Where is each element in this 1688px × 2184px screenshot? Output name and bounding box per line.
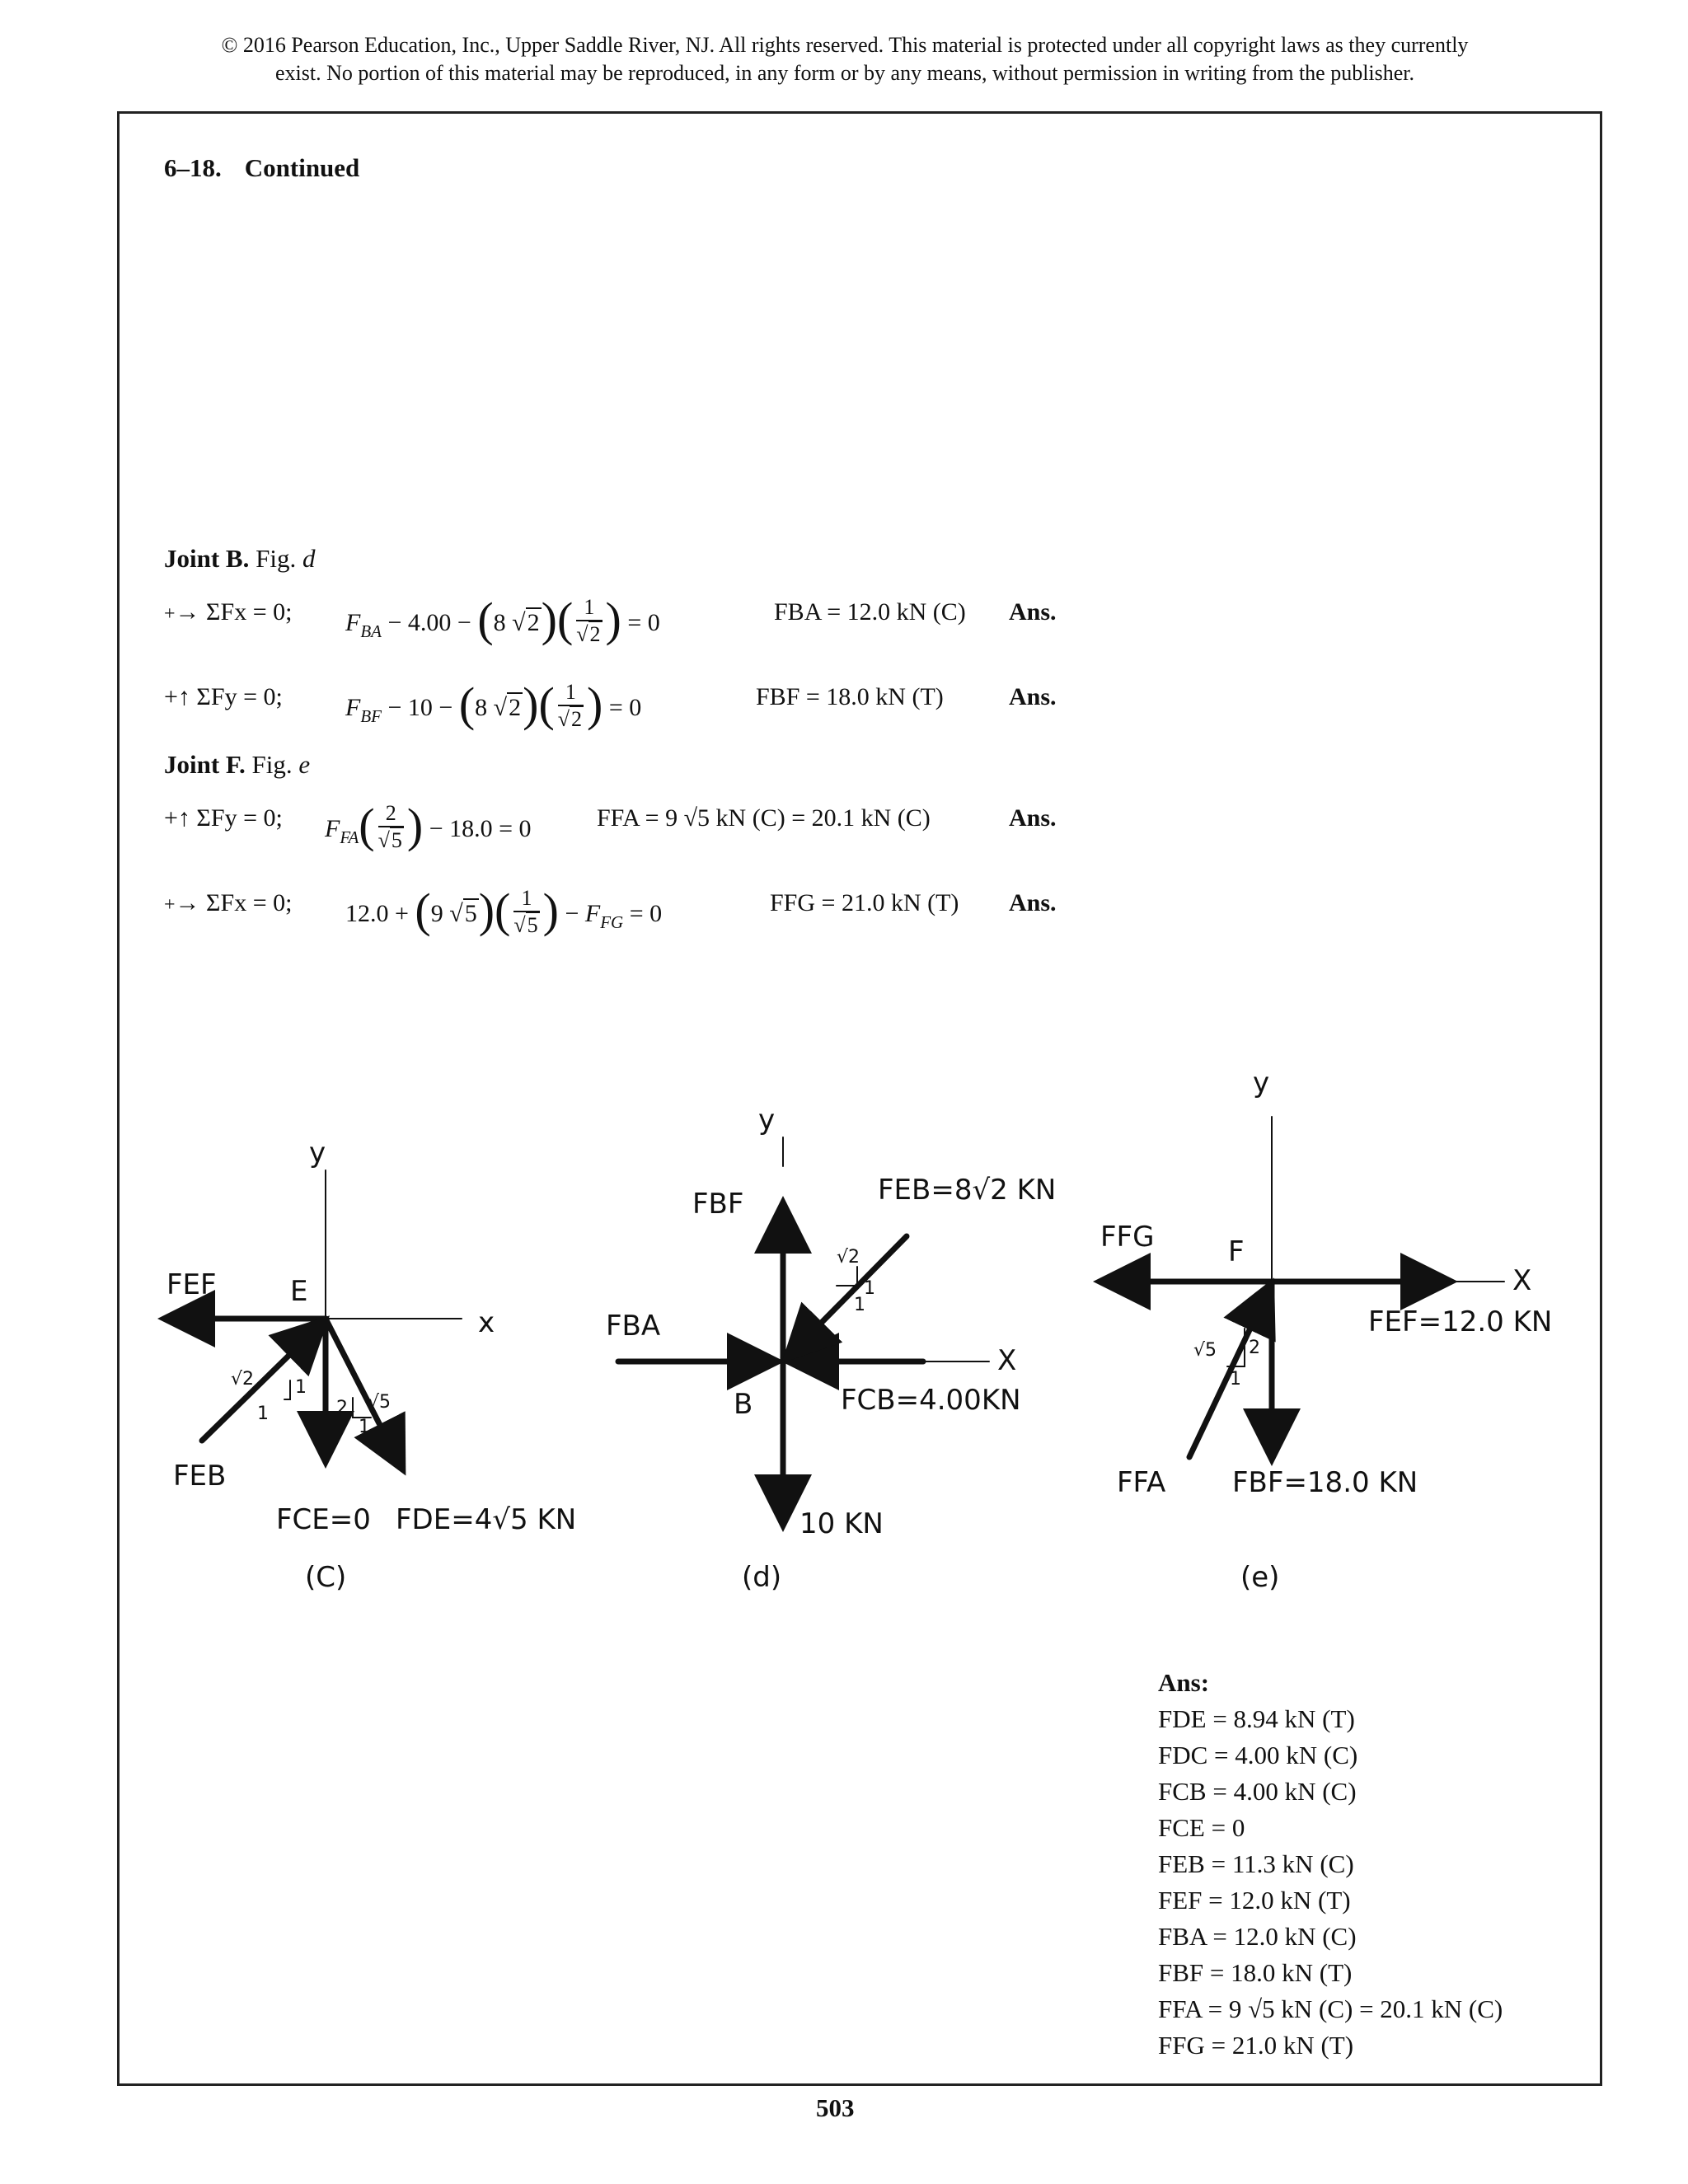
- joint-b-equation-x: [164, 577, 1153, 651]
- ans-label: Ans.: [1009, 598, 1057, 626]
- joint-b-heading: [164, 544, 315, 574]
- figure-e-labels: [1100, 1066, 1552, 1594]
- joint-b-fig: Fig.: [256, 544, 297, 573]
- equation-lhs-text: ΣFy = 0;: [196, 804, 283, 832]
- slope-label: 1: [257, 1404, 269, 1424]
- joint-b-fig-letter: d: [302, 544, 316, 573]
- joint-f-equation-y: [164, 783, 1153, 857]
- joint-label: B: [734, 1388, 753, 1421]
- equation-body: $F_{BA} - 4.00 - (8$ √2)( $\frac{1}{√2}$ ) = 0: [345, 593, 660, 646]
- problem-label: Continued: [244, 153, 360, 182]
- ans-label: Ans.: [1009, 683, 1057, 710]
- force-label-feb: FEB: [173, 1460, 227, 1493]
- answer-row: FBF = 18.0 kN (T): [1158, 1958, 1353, 1987]
- joint-label: F: [1228, 1235, 1245, 1268]
- force-label-fde: FDE=4√5 KN: [396, 1503, 577, 1536]
- equation-body: 12.0 + (9 √5)( $\frac{1}{√5}$ ) − $F_{FG} = 0$: [345, 883, 663, 937]
- slope-triangle: [837, 1267, 857, 1286]
- problem-number: 6–18.: [164, 153, 222, 182]
- equation-lhs: +↑ ΣFy = 0;: [164, 683, 283, 710]
- force-label-fbf: FBF: [692, 1188, 744, 1221]
- slope-label: 1: [1230, 1369, 1241, 1390]
- answer-row: FBA = 12.0 kN (C): [1158, 1922, 1357, 1951]
- equation-body: $F_{BF} - 10 - (8$ √2)( $\frac{1}{√2}$ ) = 0: [345, 677, 642, 731]
- answer-row: FCE = 0: [1158, 1813, 1245, 1842]
- answer-summary: [1158, 1665, 1503, 2064]
- joint-f-equation-x: [164, 868, 1153, 942]
- problem-heading: [164, 153, 359, 183]
- copyright-line-2: exist. No portion of this material may be reproduced, in any form or by any means, without permission in writing from the publisher.: [274, 61, 1415, 85]
- joint-b-equation-y: [164, 662, 1153, 736]
- figure-caption: (C): [305, 1561, 347, 1594]
- y-axis-label: y: [309, 1137, 326, 1169]
- x-axis-label: x: [478, 1306, 495, 1339]
- figure-c-labels: [166, 1137, 576, 1594]
- equation-lhs: +→ ΣFx = 0;: [164, 889, 293, 916]
- force-label-load: 10 KN: [799, 1507, 884, 1540]
- equation-body: $F_{FA}$( $\frac{2}{√5}$ ) − 18.0 = 0: [325, 799, 532, 852]
- slope-label: 1: [864, 1278, 875, 1299]
- copyright-line-1: © 2016 Pearson Education, Inc., Upper Saddle River, NJ. All rights reserved. This material is protected under all copyright laws as they currently: [221, 33, 1469, 57]
- equation-result: FFG = 21.0 kN (T): [770, 889, 959, 916]
- equation-result: FBA = 12.0 kN (C): [774, 598, 966, 626]
- equation-result: FFA = 9 √5 kN (C) = 20.1 kN (C): [597, 804, 931, 832]
- slope-label: 2: [336, 1398, 348, 1418]
- slope-label: √2: [837, 1247, 860, 1268]
- force-label-fbf: FBF=18.0 KN: [1232, 1466, 1418, 1499]
- answer-row: FFA = 9 √5 kN (C) = 20.1 kN (C): [1158, 1994, 1503, 2023]
- equation-lhs-text: ΣFx = 0;: [206, 598, 293, 626]
- joint-b-title: Joint B.: [164, 544, 250, 573]
- slope-label: 1: [854, 1295, 865, 1315]
- figure-caption: (d): [742, 1561, 782, 1594]
- answer-row: FFG = 21.0 kN (T): [1158, 2031, 1354, 2060]
- force-label-fcb: FCB=4.00KN: [841, 1384, 1021, 1417]
- slope-label: 1: [295, 1377, 307, 1398]
- force-label-fef: FEF: [166, 1268, 217, 1301]
- answer-row: FEF = 12.0 kN (T): [1158, 1886, 1351, 1915]
- slope-label: √5: [1193, 1340, 1217, 1361]
- equation-lhs-text: ΣFx = 0;: [206, 889, 293, 916]
- force-label-ffg: FFG: [1100, 1221, 1155, 1254]
- joint-f-fig-letter: e: [298, 750, 311, 779]
- slope-label: √2: [231, 1369, 255, 1390]
- page-number: 503: [816, 2093, 855, 2122]
- force-label-fef: FEF=12.0 KN: [1368, 1305, 1553, 1338]
- slope-triangle: [284, 1380, 290, 1399]
- slope-label: 1: [359, 1417, 370, 1437]
- answer-row: FDE = 8.94 kN (T): [1158, 1704, 1355, 1733]
- slope-label: 2: [1249, 1338, 1260, 1358]
- answer-heading: Ans:: [1158, 1668, 1210, 1697]
- y-axis-label: y: [758, 1104, 776, 1137]
- figure-caption: (e): [1240, 1561, 1280, 1594]
- ans-label: Ans.: [1009, 804, 1057, 832]
- figure-e: [1104, 1117, 1504, 1457]
- figure-d-labels: [606, 1104, 1056, 1594]
- equation-result: FBF = 18.0 kN (T): [756, 683, 944, 710]
- free-body-diagrams: [166, 1047, 1574, 1624]
- answer-row: FDC = 4.00 kN (C): [1158, 1741, 1358, 1769]
- x-axis-label: X: [997, 1344, 1017, 1377]
- x-axis-label: X: [1512, 1264, 1532, 1297]
- slope-label: √5: [368, 1392, 392, 1413]
- equation-lhs: +→ ΣFx = 0;: [164, 598, 293, 626]
- y-axis-label: y: [1253, 1066, 1270, 1099]
- force-label-feb: FEB=8√2 KN: [878, 1174, 1057, 1207]
- joint-f-heading: [164, 750, 310, 780]
- force-label-fba: FBA: [606, 1310, 661, 1343]
- force-label-ffa: FFA: [1117, 1466, 1166, 1499]
- joint-f-fig: Fig.: [251, 750, 293, 779]
- copyright-notice: [124, 31, 1566, 87]
- answer-row: FCB = 4.00 kN (C): [1158, 1777, 1357, 1806]
- joint-label: E: [290, 1275, 308, 1308]
- ans-label: Ans.: [1009, 889, 1057, 916]
- figure-c: [169, 1170, 462, 1465]
- joint-f-title: Joint F.: [164, 750, 246, 779]
- equation-lhs: +↑ ΣFy = 0;: [164, 804, 283, 832]
- answer-row: FEB = 11.3 kN (C): [1158, 1849, 1354, 1878]
- force-label-fce: FCE=0: [276, 1503, 371, 1536]
- equation-lhs-text: ΣFy = 0;: [196, 683, 283, 710]
